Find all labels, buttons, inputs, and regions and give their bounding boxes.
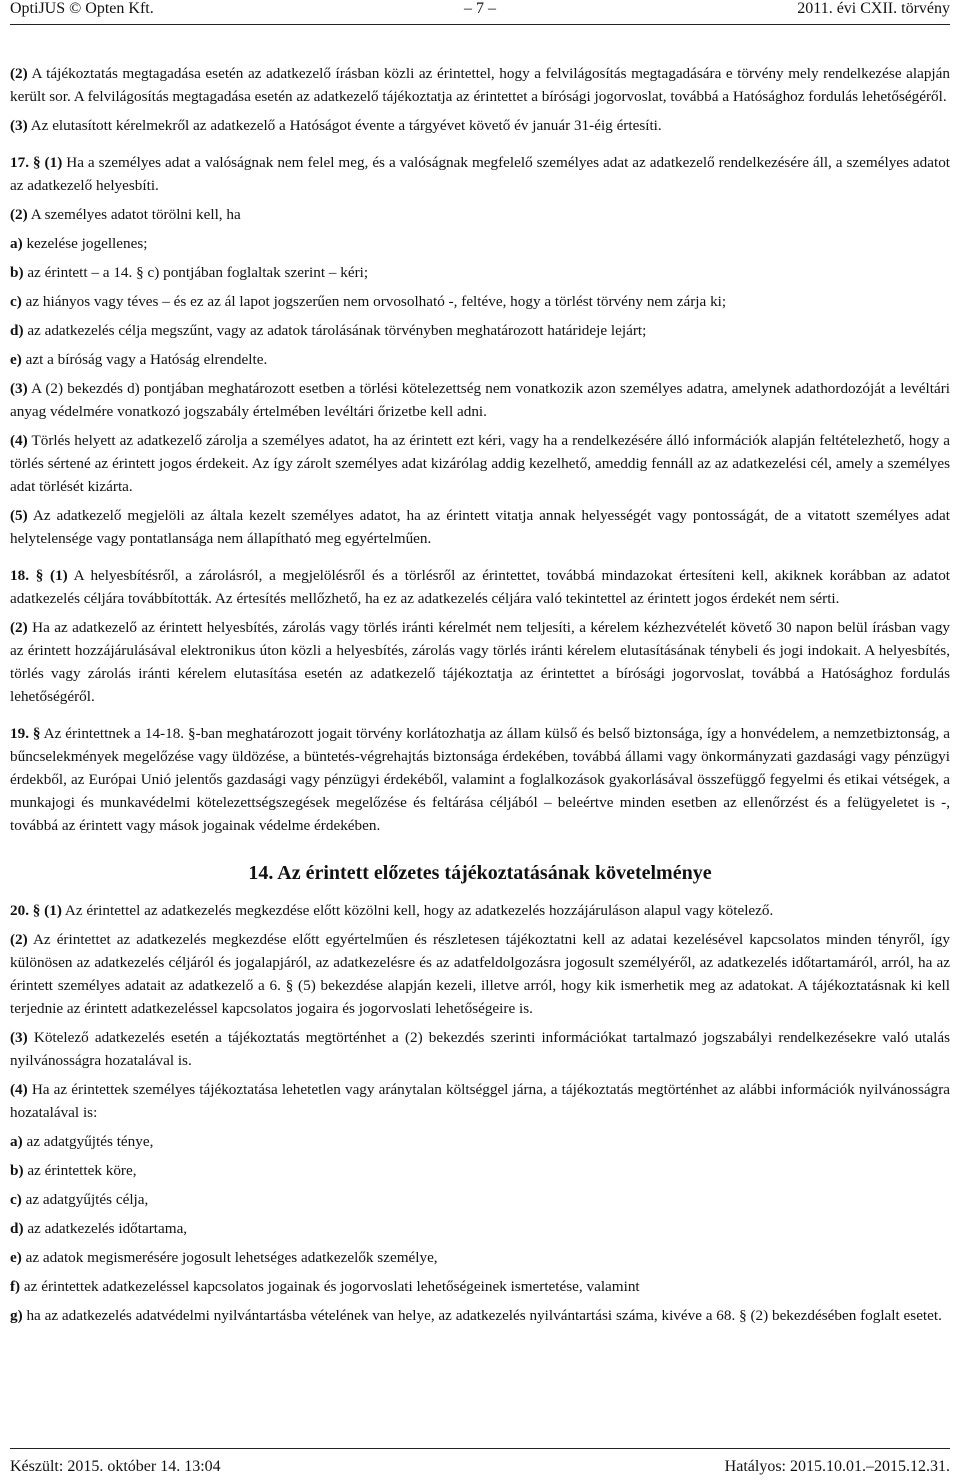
paragraph-marker: (2) (10, 206, 28, 223)
paragraph-marker: (3) (10, 117, 28, 134)
paragraph (10, 504, 950, 550)
paragraph-marker: a) (10, 235, 23, 252)
paragraph-marker: (1) (44, 154, 63, 171)
paragraph (10, 1217, 950, 1240)
paragraph-text: Az érintettel az adatkezelés megkezdése előtt közölni kell, hogy az adatkezelés hozzájáruláson alapul vagy kötelező. (64, 902, 774, 919)
paragraph (10, 616, 950, 708)
paragraph-text: az adatgyűjtés ténye, (26, 1133, 154, 1150)
paragraph-text: az adatok megismerésére jogosult lehetséges adatkezelők személye, (25, 1249, 438, 1266)
paragraph-text: az adatkezelés időtartama, (27, 1220, 188, 1237)
paragraph-marker: (5) (10, 507, 28, 524)
page-header (10, 0, 950, 20)
paragraph-text: A (2) bekezdés d) pontjában meghatározott esetben a törlési kötelezettség nem vonatkozik azon személyes adatra, amelynek adathordozóját a levéltári anyag védelmére vonatkozó jogszabály értelmében levéltári őrizetbe kell adni. (10, 380, 950, 420)
paragraph-marker: (1) (50, 567, 68, 584)
paragraph-marker: (3) (10, 380, 28, 397)
paragraph (10, 1275, 950, 1298)
section-paragraph (10, 722, 950, 837)
paragraph (10, 1304, 950, 1327)
paragraph-marker: (4) (10, 432, 28, 449)
paragraph (10, 261, 950, 284)
paragraph-text: Az érintettet az adatkezelés megkezdése előtt egyértelműen és részletesen tájékoztatni kell az adatai kezelésével kapcsolatos minden tényről, így különösen az adatkezelés céljáról és jogalapjáról, az adatkezelésre és az adatfeldolgozásra jogosult személyéről, az adatkezelés időtartamáról, arról, ha az érintett személyes adatait az adatkezelő a 6. § (5) bekezdése alapján kezeli, illetve arról, hogy kik ismerhetik meg az adatokat. A tájékoztatásnak ki kell terjednie az érintett adatkezeléssel kapcsolatos jogaira és jogorvoslati lehetőségeire is. (10, 931, 950, 1017)
header-law-title: 2011. évi CXII. törvény (797, 0, 950, 17)
section-number: 20. § (10, 902, 41, 919)
paragraph-text: az adatkezelés célja megszűnt, vagy az adatok tárolásának törvényben meghatározott határideje lejárt; (27, 322, 647, 339)
paragraph-marker: b) (10, 264, 24, 281)
paragraph-text: az adatgyűjtés célja, (25, 1191, 149, 1208)
header-publisher: OptiJUS © Opten Kft. (10, 0, 154, 17)
paragraph (10, 429, 950, 498)
paragraph-marker: g) (10, 1307, 23, 1324)
paragraph-marker: (2) (10, 931, 28, 948)
footer-divider (10, 1448, 950, 1449)
paragraph-text: Ha az adatkezelő az érintett helyesbítés, zárolás vagy törlés iránti kérelmét nem teljesíti, a kérelem kézhezvételét követő 30 napon belül írásban vagy az érintett hozzájárulásával elektronikus úton közli a helyesbítés, zárolás vagy törlés iránti kérelem elutasításának ténybeli és jogi indokait. A helyesbítés, törlés vagy zárolás iránti kérelem elutasítása esetén az adatkezelő tájékoztatja az érintettet a bírósági jogorvoslat, továbbá a Hatósághoz fordulás lehetőségéről. (10, 619, 951, 705)
paragraph-text: Törlés helyett az adatkezelő zárolja a személyes adatot, ha az érintett ezt kéri, vagy ha a rendelkezésére álló információk alapján feltételezhető, hogy a törlés sértené az érintett jogos érdekeit. Az így zárolt személyes adat kizárólag addig kezelhető, ameddig fennáll az az adatkezelési cél, amely a személyes adat törlését kizárta. (10, 432, 951, 495)
paragraph (10, 377, 950, 423)
paragraph-text: az érintettek köre, (27, 1162, 137, 1179)
footer-created-date: Készült: 2015. október 14. 13:04 (10, 1458, 221, 1475)
section-paragraph (10, 899, 950, 922)
paragraph-marker: (4) (10, 1081, 28, 1098)
paragraph-text: Az elutasított kérelmekről az adatkezelő a Hatóságot évente a tárgyévet követő év január 31-éig értesíti. (30, 117, 662, 134)
paragraph (10, 114, 950, 137)
section-number: 17. § (10, 154, 41, 171)
paragraph-marker: (1) (44, 902, 62, 919)
paragraph (10, 928, 950, 1020)
section-paragraph (10, 151, 950, 197)
paragraph-marker: (2) (10, 619, 28, 636)
paragraph-marker: a) (10, 1133, 23, 1150)
paragraph-text: Ha az érintettek személyes tájékoztatása lehetetlen vagy aránytalan költséggel járna, a tájékoztatás megtörténhet az alábbi információk nyilvánosságra hozatalával is: (10, 1081, 950, 1121)
header-page-number: – 7 – (464, 0, 496, 17)
page-footer (10, 1458, 950, 1478)
footer-effective-period: Hatályos: 2015.10.01.–2015.12.31. (724, 1458, 950, 1475)
paragraph-text: az érintettek adatkezeléssel kapcsolatos jogainak és jogorvoslati lehetőségeinek ismertetése, valamint (23, 1278, 640, 1295)
paragraph-text: A helyesbítésről, a zárolásról, a megjelölésről és a törlésről az érintettet, továbbá mindazokat értesíteni kell, akiknek korábban az adatot adatkezelés céljára továbbították. Az értesítés mellőzhető, ha ez az adatkezelés céljára való tekintettel az érintett jogos érdekét nem sérti. (10, 567, 951, 607)
paragraph (10, 1246, 950, 1269)
paragraph-marker: c) (10, 293, 22, 310)
header-divider (10, 24, 950, 25)
paragraph-text: az érintett – a 14. § c) pontjában foglaltak szerint – kéri; (27, 264, 369, 281)
paragraph-text: A személyes adatot törölni kell, ha (30, 206, 241, 223)
paragraph-marker: d) (10, 1220, 24, 1237)
paragraph-marker: e) (10, 351, 22, 368)
paragraph-text: A tájékoztatás megtagadása esetén az adatkezelő írásban közli az érintettel, hogy a felvilágosítás megtagadására e törvény mely rendelkezése alapján került sor. A felvilágosítás megtagadása esetén az adatkezelő tájékoztatja az érintettet a bírósági jogorvoslat, továbbá a Hatósághoz fordulás lehetőségéről. (10, 65, 950, 105)
section-heading: 14. Az érintett előzetes tájékoztatásának követelménye (248, 862, 712, 884)
paragraph (10, 1130, 950, 1153)
paragraph-marker: e) (10, 1249, 22, 1266)
paragraph-text: Az érintettnek a 14-18. §-ban meghatározott jogait törvény korlátozhatja az állam külső és belső biztonsága, így a honvédelem, a nemzetbiztonság, a bűncselekmények megelőzése vagy üldözése, a büntetés-végrehajtás biztonsága érdekében, továbbá állami vagy önkormányzati gazdasági vagy pénzügyi érdekből, az Európai Unió jelentős gazdasági vagy pénzügyi érdekéből, valamint a foglalkozások gyakorlásával összefüggő fegyelmi és etikai vétségek, a munkajogi és munkavédelmi kötelezettségszegések megelőzése és feltárása céljából – beleértve minden esetben az ellenőrzést és a felügyeletet is -, továbbá az érintett vagy mások jogainak védelme érdekében. (10, 725, 950, 834)
paragraph-marker: (2) (10, 65, 28, 82)
paragraph (10, 1159, 950, 1182)
paragraph-text: Ha a személyes adat a valóságnak nem felel meg, és a valóságnak megfelelő személyes adat az adatkezelő rendelkezésére áll, a személyes adatot az adatkezelő helyesbíti. (10, 154, 951, 194)
paragraph (10, 203, 950, 226)
paragraph (10, 319, 950, 342)
paragraph (10, 1078, 950, 1124)
document-body (10, 62, 950, 1327)
paragraph (10, 1026, 950, 1072)
paragraph (10, 290, 950, 313)
section-number: 19. § (10, 725, 41, 742)
paragraph (10, 1188, 950, 1211)
paragraph (10, 62, 950, 108)
paragraph-marker: f) (10, 1278, 21, 1295)
paragraph-marker: d) (10, 322, 24, 339)
paragraph-marker: (3) (10, 1029, 28, 1046)
paragraph-text: Kötelező adatkezelés esetén a tájékoztatás megtörténhet a (2) bekezdés szerinti információkat tartalmazó jogszabályi rendelkezésekre való utalás nyilvánosságra hozatalával is. (10, 1029, 951, 1069)
paragraph-text: kezelése jogellenes; (26, 235, 148, 252)
paragraph-marker: c) (10, 1191, 22, 1208)
paragraph-text: Az adatkezelő megjelöli az általa kezelt személyes adatot, ha az érintett vitatja annak helyességét vagy pontosságát, de a vitatott személyes adat helytelensége vagy pontatlansága nem állapítható meg egyértelműen. (10, 507, 950, 547)
paragraph-text: az hiányos vagy téves – és ez az ál lapot jogszerűen nem orvosolható -, feltéve, hogy a törlést törvény nem zárja ki; (25, 293, 727, 310)
section-paragraph (10, 564, 950, 610)
paragraph-text: ha az adatkezelés adatvédelmi nyilvántartásba vételének van helye, az adatkezelés nyilvántartási száma, kivéve a 68. § (2) bekezdésében foglalt esetet. (26, 1307, 942, 1324)
paragraph-marker: b) (10, 1162, 24, 1179)
paragraph (10, 348, 950, 371)
section-number: 18. § (10, 567, 44, 584)
paragraph-text: azt a bíróság vagy a Hatóság elrendelte. (25, 351, 268, 368)
paragraph (10, 232, 950, 255)
